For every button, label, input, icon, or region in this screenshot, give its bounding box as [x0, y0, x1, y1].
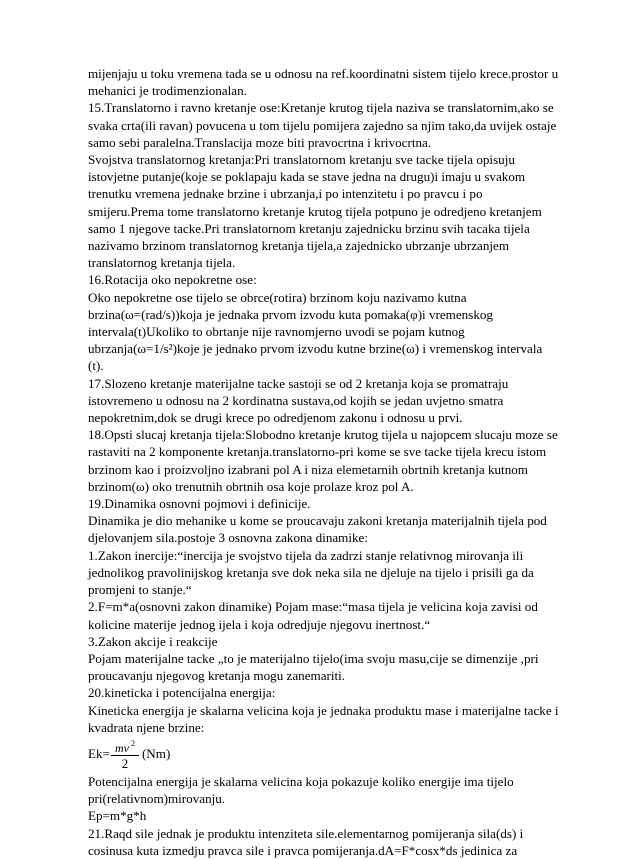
text-line: pri(relativnom)mirovanju. — [88, 791, 226, 807]
text-line: 21.Raqd sile jednak je produktu intenziteta sile.elementarnog pomijeranja sila(ds) i — [88, 825, 524, 841]
text-line: 2.F=m*a(osnovni zakon dinamike) Pojam mase:“masa tijela je velicina koja zavisi od — [88, 599, 538, 615]
text-line: smijeru.Prema tome translatorno kretanje krutog tijela potpuno je odredjeno kretanjem — [88, 203, 542, 219]
text-line: istovremeno u odnosu na 2 kordinatna sustava,od kojih se jedan uvjetno smatra — [88, 392, 504, 408]
text-line: samo 1 njegove tacke.Pri translatornom kretanju zajednicku brzinu svih tacaka tijela — [88, 220, 530, 236]
text-line: promjeni to stanje.“ — [88, 582, 192, 598]
text-line: intervala(t)Ukoliko to obrtanje nije ravnomjerno uvodi se pojam kutnog — [88, 324, 465, 340]
text-line: trenutku vremena jednake brzine i ubrzanja,i po intenzitetu i po pravcu i po — [88, 186, 483, 202]
text-line: proucavanju njegovog kretanja mogu zanemariti. — [88, 668, 346, 684]
text-line: djelovanjem sila.postoje 3 osnovna zakona dinamike: — [88, 530, 368, 546]
formula-exponent: 2 — [130, 738, 135, 748]
formula-numerator-text: mv — [114, 740, 129, 755]
text-line: 1.Zakon inercije:“inercija je svojstvo tijela da zadrzi stanje relativnog mirovanja ili — [88, 547, 524, 563]
text-line: samo sebi paralelna.Translacija moze biti pravocrtna i krivocrtna. — [88, 134, 432, 150]
text-line: 16.Rotacija oko nepokretne ose: — [88, 272, 257, 288]
text-line: 15.Translatorno i ravno kretanje ose:Kretanje krutog tijela naziva se translatornim,ako se — [88, 100, 554, 116]
text-line: translatornog kretanja tijela. — [88, 255, 236, 271]
text-line: jednolikog pravolinijskog kretanja sve dok neka sila ne djeluje na tijelo i prisili ga da — [88, 564, 534, 580]
text-line: 19.Dinamika osnovni pojmovi i definicije. — [88, 496, 311, 512]
text-line: 3.Zakon akcije i reakcije — [88, 633, 218, 649]
formula-fraction — [111, 737, 139, 771]
text-line: nazivamo brzinom translatornog kretanja tijela,a zajednicko ubrzanje ubrzanjem — [88, 238, 510, 254]
text-line: brzina(ω=(rad/s))koja je jednaka prvom izvodu kuta pomaka(φ)i vremenskog — [88, 306, 493, 322]
text-line: 20.kineticka i potencijalna energija: — [88, 685, 276, 701]
formula-denominator: 2 — [121, 755, 129, 771]
text-line: Svojstva translatornog kretanja:Pri translatornom kretanju sve tacke tijela opisuju — [88, 152, 515, 168]
text-line: cosinusa kuta izmedju pravca sile i pravca pomijeranja.dA=F*cosx*ds jedinica za — [88, 842, 518, 858]
document-body — [88, 65, 558, 859]
text-line: mijenjaju u toku vremena tada se u odnosu na ref.koordinatni sistem tijelo krece.prostor u — [88, 66, 559, 81]
kinetic-energy-formula — [88, 737, 558, 771]
text-line: Potencijalna energija je skalarna velicina koja pokazuje koliko energije ima tijelo — [88, 773, 514, 789]
text-line: rastaviti na 2 komponente kretanja.translatorno-pri kome se sve tacke tijela krecu istom — [88, 444, 547, 460]
text-line: 17.Slozeno kretanje materijalne tacke sastoji se od 2 kretanja koja se promatraju — [88, 375, 509, 391]
text-line: nepokretnim,dok se drugi krece po odredjenom zakonu i odnosu u prvi. — [88, 410, 463, 426]
formula-numerator — [111, 737, 139, 756]
text-line: brzinom(ω) oko trenutnih obrtnih osa koje prolaze kroz pol A. — [88, 478, 414, 494]
text-line: Pojam materijalne tacke „to je materijalno tijelo(ima svoju masu,cije se dimenzije ,pri — [88, 650, 539, 666]
text-line: kolicine materije jednog ijela i koja odredjuje njegovu inertnost.“ — [88, 616, 431, 632]
text-line: Oko nepokretne ose tijelo se obrce(rotira) brzinom koju nazivamo kutna — [88, 289, 467, 305]
text-line: svaka crta(ili ravan) povucena u tom tijelu pomijera zajedno sa njim tako,da uvijek ostaje — [88, 117, 557, 133]
text-line: Kineticka energija je skalarna velicina koja je jednaka produktu mase i materijalne tacke i — [88, 702, 559, 718]
text-line: istovjetne putanje(koje se poklapaju kada se stave jedna na drugu)i imaju u svakom — [88, 169, 526, 185]
formula-unit: (Nm) — [141, 746, 171, 762]
text-line: brzinom kao i proizvoljno izabrani pol A i niza elemetarnih obrtnih kretanja kutnom — [88, 461, 528, 477]
text-block-after-formula — [88, 773, 558, 859]
text-line: Ep=m*g*h — [88, 808, 147, 824]
text-line: ubrzanja(ω=1/s²)koje je jednako prvom izvodu kutne brzine(ω) i vremenskog intervala — [88, 341, 543, 357]
text-line: mehanici je trodimenzionalan. — [88, 83, 247, 99]
formula-lhs: Ek= — [88, 746, 110, 762]
text-line: Dinamika je dio mehanike u kome se proucavaju zakoni kretanja materijalnih tijela pod — [88, 513, 547, 529]
text-line: kvadrata njene brzine: — [88, 719, 205, 735]
text-line: (t). — [88, 358, 104, 374]
text-block-before-formula — [88, 65, 558, 736]
text-line: 18.Opsti slucaj kretanja tijela:Slobodno kretanje krutog tijela u najopcem slucaju moze se — [88, 427, 558, 443]
